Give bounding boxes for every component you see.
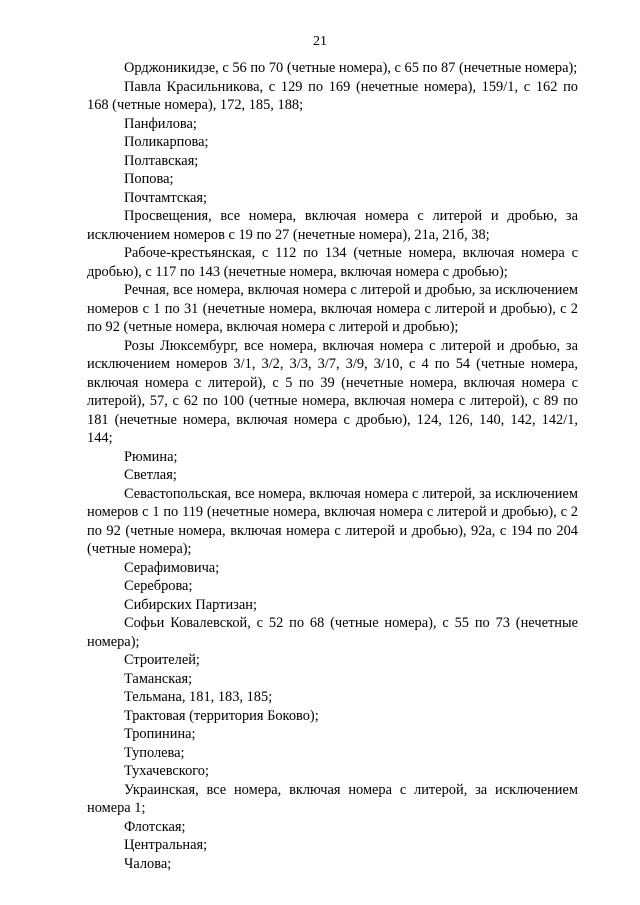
street-entry: Попова; xyxy=(124,171,174,187)
street-entry: Тельмана, 181, 183, 185; xyxy=(124,689,273,705)
street-entry: Речная, все номера, включая номера с литерой и дробью, за исключением номеров с 1 по 31 (нечетные номера, включая номера с литерой и дробью), с 2 по 92 (четные номера, включая номера с литерой и дробью); xyxy=(87,282,578,335)
street-entry: Сибирских Партизан; xyxy=(124,596,257,613)
street-entry: Севастопольская, все номера, включая номера с литерой, за исключением номеров с 1 по 119 (нечетные номера, включая номера с литерой и дробью), с 2 по 92 (четные номера, включая номера с литерой и дробью), 92а, с 194 по 204 (четные номера); xyxy=(87,485,578,557)
street-entry: Таманская; xyxy=(124,670,193,687)
street-entry: Рабоче-крестьянская, с 112 по 134 (четные номера, включая номера с дробью), с 117 по 143 (нечетные номера, включая номера с дробью); xyxy=(87,245,578,280)
street-entry: Софьи Ковалевской, с 52 по 68 (четные номера), с 55 по 73 (нечетные номера); xyxy=(87,615,578,650)
street-entry: Павла Красильникова, с 129 по 169 (нечетные номера), 159/1, с 162 по 168 (четные номера), 172, 185, 188; xyxy=(87,78,578,113)
street-entry: Трактовая (территория Боково); xyxy=(124,707,319,724)
street-entry: Полтавская; xyxy=(124,152,199,169)
street-list xyxy=(87,59,578,873)
street-entry: Панфилова; xyxy=(124,115,197,132)
street-entry: Туполева; xyxy=(124,744,185,761)
page-number: 21 xyxy=(313,34,327,49)
street-entry: Розы Люксембург, все номера, включая номера с литерой и дробью, за исключением номеров 3/1, 3/2, 3/3, 3/7, 3/9, 3/10, с 4 по 54 (четные номера, включая номера с литерой), с 5 по 39 (нечетные номера, включая номера с литерой), 57, с 62 по 100 (четные номера, включая номера с литерой), с 89 по 181 (нечетные номера, включая номера с дробью), 124, 126, 140, 142, 142/1, 144; xyxy=(87,337,578,446)
street-entry: Строителей; xyxy=(124,652,200,668)
street-entry: Флотская; xyxy=(124,818,186,835)
street-entry: Просвещения, все номера, включая номера с литерой и дробью, за исключением номеров с 19 по 27 (нечетные номера), 21а, 21б, 38; xyxy=(87,208,578,243)
street-entry: Тухачевского; xyxy=(124,763,209,779)
street-entry: Орджоникидзе, с 56 по 70 (четные номера), с 65 по 87 (нечетные номера); xyxy=(124,60,578,76)
street-entry: Поликарпова; xyxy=(124,134,209,150)
street-entry: Сереброва; xyxy=(124,578,193,594)
street-entry: Центральная; xyxy=(124,837,208,853)
street-entry: Почтамтская; xyxy=(124,189,208,206)
street-entry: Серафимовича; xyxy=(124,559,220,576)
street-entry: Светлая; xyxy=(124,467,177,483)
street-entry: Украинская, все номера, включая номера с литерой, за исключением номера 1; xyxy=(87,781,578,816)
street-entry: Тропинина; xyxy=(124,726,196,742)
street-entry: Чалова; xyxy=(124,855,172,872)
street-entry: Рюмина; xyxy=(124,448,178,465)
